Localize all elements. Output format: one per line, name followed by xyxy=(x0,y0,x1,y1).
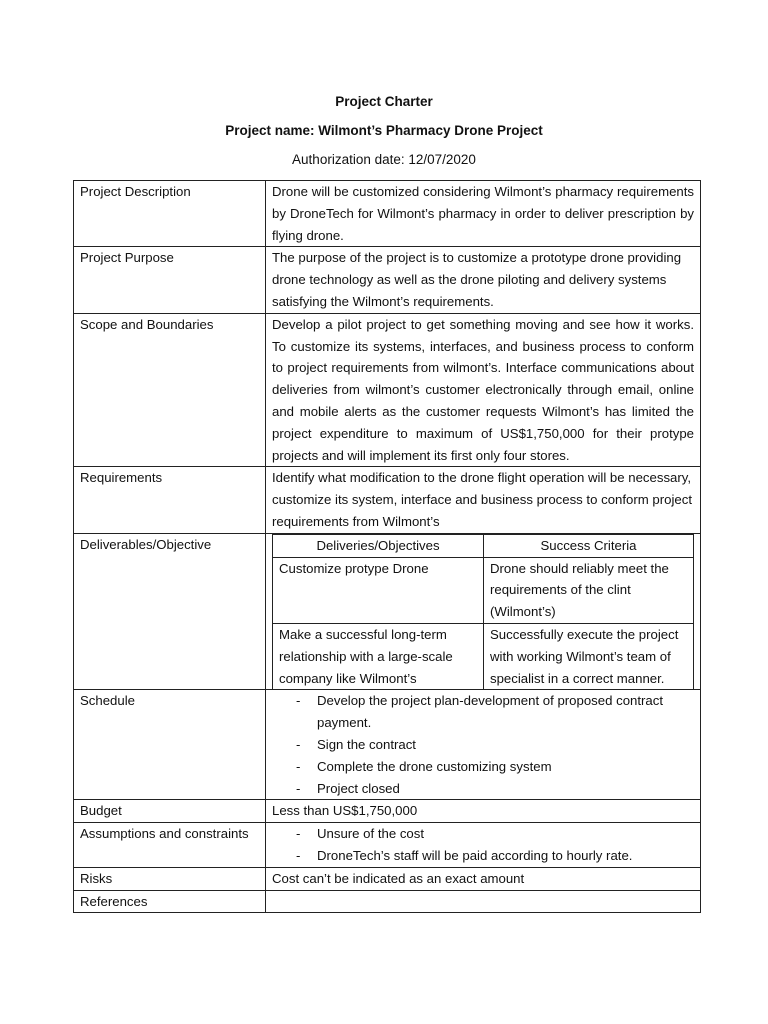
row-label: Scope and Boundaries xyxy=(74,313,266,467)
list-item: - Sign the contract xyxy=(296,734,694,756)
row-scope xyxy=(74,313,701,467)
row-assumptions xyxy=(74,823,701,868)
row-deliverables xyxy=(74,533,701,690)
row-value xyxy=(266,690,701,800)
row-risks xyxy=(74,867,701,890)
column-header: Deliveries/Objectives xyxy=(273,534,484,557)
list-item: - Project closed xyxy=(296,778,694,800)
authorization-date: Authorization date: 12/07/2020 xyxy=(292,152,476,167)
row-references xyxy=(74,890,701,913)
row-label: Schedule xyxy=(74,690,266,800)
row-value: Less than US$1,750,000 xyxy=(266,800,701,823)
row-budget xyxy=(74,800,701,823)
document-title: Project Charter xyxy=(335,94,433,109)
column-header: Success Criteria xyxy=(484,534,694,557)
criteria-cell: Drone should reliably meet the requirements of the clint (Wilmont’s) xyxy=(484,557,694,623)
row-value: Cost can’t be indicated as an exact amount xyxy=(266,867,701,890)
deliverables-table xyxy=(272,534,694,690)
deliverables-row xyxy=(273,623,694,689)
row-label: Project Description xyxy=(74,181,266,247)
list-item: - Complete the drone customizing system xyxy=(296,756,694,778)
schedule-list xyxy=(272,690,694,799)
row-label: Risks xyxy=(74,867,266,890)
row-value: Develop a pilot project to get something moving and see how it works. To customize its systems, interfaces, and business process to conform to project requirements from wilmont’s. Interface communications about deliveries from wilmont’s customer electronically through email, online and mobile alerts as the customer requests Wilmont’s has limited the project expenditure to maximum of US$1,750,000 for their protype projects and will implement its first only four stores. xyxy=(266,313,701,467)
row-value: The purpose of the project is to customize a prototype drone providing drone technology as well as the drone piloting and delivery systems satisfying the Wilmont’s requirements. xyxy=(266,247,701,313)
deliverables-header-row xyxy=(273,534,694,557)
deliverables-row xyxy=(273,557,694,623)
list-item: - Unsure of the cost xyxy=(296,823,694,845)
list-item: - DroneTech’s staff will be paid according to hourly rate. xyxy=(296,845,694,867)
row-label: Assumptions and constraints xyxy=(74,823,266,868)
project-name: Project name: Wilmont’s Pharmacy Drone Project xyxy=(225,123,543,138)
charter-table xyxy=(73,180,701,913)
row-label: Deliverables/Objective xyxy=(74,533,266,690)
row-value xyxy=(266,890,701,913)
row-label: Budget xyxy=(74,800,266,823)
deliverables-cell xyxy=(266,533,701,690)
row-description xyxy=(74,181,701,247)
row-schedule xyxy=(74,690,701,800)
list-item: - Develop the project plan-development of proposed contract payment. xyxy=(296,690,694,734)
row-label: Requirements xyxy=(74,467,266,533)
row-value xyxy=(266,823,701,868)
assumptions-list xyxy=(272,823,694,867)
row-value: Identify what modification to the drone flight operation will be necessary, customize its system, interface and business process to conform project requirements from Wilmont’s xyxy=(266,467,701,533)
row-value: Drone will be customized considering Wilmont’s pharmacy requirements by DroneTech for Wilmont’s pharmacy in order to deliver prescription by flying drone. xyxy=(266,181,701,247)
criteria-cell: Successfully execute the project with working Wilmont’s team of specialist in a correct manner. xyxy=(484,623,694,689)
row-purpose xyxy=(74,247,701,313)
row-requirements xyxy=(74,467,701,533)
objective-cell: Make a successful long-term relationship with a large-scale company like Wilmont’s xyxy=(273,623,484,689)
row-label: References xyxy=(74,890,266,913)
row-label: Project Purpose xyxy=(74,247,266,313)
objective-cell: Customize protype Drone xyxy=(273,557,484,623)
